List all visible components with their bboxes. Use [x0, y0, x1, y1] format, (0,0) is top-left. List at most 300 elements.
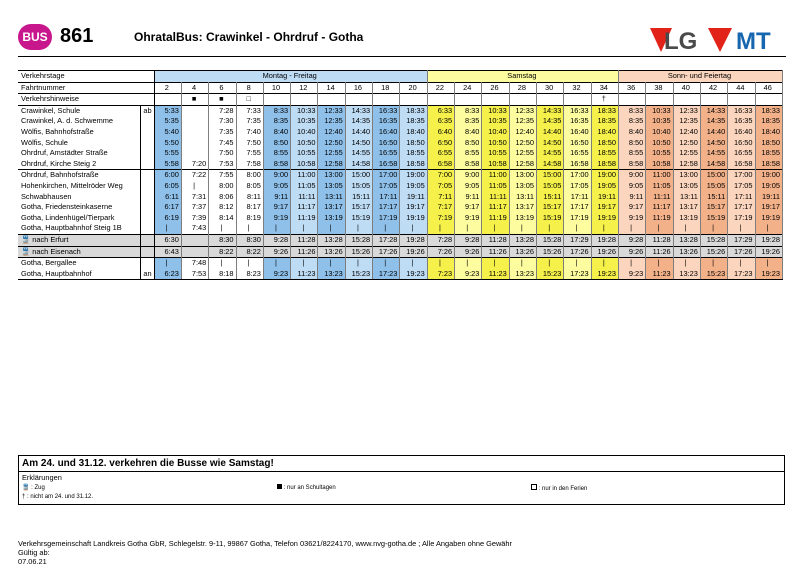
- departure-time: 13:00: [318, 170, 345, 181]
- departure-time: 18:50: [755, 138, 782, 149]
- departure-time: 13:28: [673, 234, 700, 246]
- departure-time: 14:50: [537, 138, 564, 149]
- departure-time: [181, 116, 208, 127]
- stop-name-text: nach Erfurt: [32, 234, 69, 244]
- stop-row: [18, 213, 783, 224]
- stop-direction: [140, 159, 154, 170]
- departure-time: 15:19: [537, 213, 564, 224]
- vmt-logo: [650, 22, 786, 56]
- stop-name: [18, 234, 140, 246]
- departure-time: 17:00: [564, 170, 591, 181]
- stop-name: [18, 127, 140, 138]
- stop-row: [18, 269, 783, 280]
- legend-item-school: : nur an Schultagen: [277, 484, 336, 491]
- stop-direction: [140, 213, 154, 224]
- departure-time: 6:43: [154, 246, 181, 258]
- departure-time: |: [263, 223, 290, 234]
- stop-row: [18, 148, 783, 159]
- departure-time: 7:48: [181, 258, 208, 269]
- trip-note-mark: [427, 94, 454, 106]
- departure-time: 19:11: [400, 192, 427, 203]
- stop-direction: [140, 181, 154, 192]
- departure-time: 16:33: [373, 105, 400, 116]
- departure-time: 15:28: [345, 234, 372, 246]
- departure-time: 11:17: [646, 202, 673, 213]
- stop-direction: [140, 202, 154, 213]
- departure-time: 8:33: [455, 105, 482, 116]
- departure-time: 18:40: [400, 127, 427, 138]
- departure-time: 11:19: [291, 213, 318, 224]
- departure-time: 10:35: [482, 116, 509, 127]
- departure-time: 6:40: [427, 127, 454, 138]
- trip-number: 22: [427, 82, 454, 94]
- departure-time: 7:23: [427, 269, 454, 280]
- departure-time: 7:11: [427, 192, 454, 203]
- departure-time: 9:00: [263, 170, 290, 181]
- stop-name-text: Wölfis, Schule: [21, 137, 68, 147]
- filled-square-icon: [277, 484, 282, 489]
- departure-time: 13:28: [318, 234, 345, 246]
- departure-time: 16:58: [728, 159, 755, 170]
- departure-time: 14:33: [700, 105, 727, 116]
- departure-time: 18:35: [591, 116, 618, 127]
- departure-time: 19:28: [755, 234, 782, 246]
- departure-time: 7:30: [209, 116, 236, 127]
- departure-time: 10:50: [291, 138, 318, 149]
- departure-time: 9:19: [263, 213, 290, 224]
- departure-time: 5:33: [154, 105, 181, 116]
- departure-time: 6:23: [154, 269, 181, 280]
- footer: [18, 539, 512, 566]
- departure-time: |: [373, 223, 400, 234]
- departure-time: 18:58: [755, 159, 782, 170]
- departure-time: 17:29: [564, 234, 591, 246]
- departure-time: 9:19: [618, 213, 645, 224]
- trip-note-mark: [700, 94, 727, 106]
- trip-number: 8: [236, 82, 263, 94]
- departure-time: 9:23: [263, 269, 290, 280]
- departure-time: 12:55: [673, 148, 700, 159]
- departure-time: 13:19: [318, 213, 345, 224]
- trip-note-mark: [154, 94, 181, 106]
- departure-time: 19:23: [591, 269, 618, 280]
- trip-number: 2: [154, 82, 181, 94]
- departure-time: 18:35: [400, 116, 427, 127]
- departure-time: 7:55: [209, 170, 236, 181]
- departure-time: 12:58: [673, 159, 700, 170]
- departure-time: 7:50: [236, 138, 263, 149]
- departure-time: 18:50: [400, 138, 427, 149]
- trip-note-mark: [400, 94, 427, 106]
- departure-time: 7:37: [181, 202, 208, 213]
- departure-time: 17:26: [564, 246, 591, 258]
- departure-time: 9:28: [455, 234, 482, 246]
- departure-time: 10:58: [482, 159, 509, 170]
- departure-time: 17:23: [728, 269, 755, 280]
- departure-time: 18:55: [755, 148, 782, 159]
- departure-time: 8:30: [236, 234, 263, 246]
- departure-time: 15:26: [537, 246, 564, 258]
- departure-time: |: [509, 223, 536, 234]
- departure-time: 8:33: [263, 105, 290, 116]
- departure-time: 17:17: [373, 202, 400, 213]
- stop-name-text: Gotha, Hauptbahnhof: [21, 268, 92, 278]
- departure-time: 10:55: [482, 148, 509, 159]
- departure-time: 10:58: [646, 159, 673, 170]
- departure-time: |: [209, 258, 236, 269]
- departure-time: 17:26: [728, 246, 755, 258]
- departure-time: 17:28: [373, 234, 400, 246]
- trip-number: 32: [564, 82, 591, 94]
- departure-time: 15:26: [345, 246, 372, 258]
- departure-time: 14:58: [537, 159, 564, 170]
- departure-time: |: [263, 258, 290, 269]
- departure-time: 16:40: [564, 127, 591, 138]
- departure-time: 7:26: [427, 246, 454, 258]
- stop-name-text: Ohrdruf, Bahnhofstraße: [21, 170, 99, 180]
- trip-number: 12: [291, 82, 318, 94]
- departure-time: 8:12: [209, 202, 236, 213]
- departure-time: |: [236, 258, 263, 269]
- departure-time: 15:05: [537, 181, 564, 192]
- departure-time: 13:17: [318, 202, 345, 213]
- departure-time: 11:19: [482, 213, 509, 224]
- departure-time: 11:23: [482, 269, 509, 280]
- departure-time: |: [318, 223, 345, 234]
- trip-number: 28: [509, 82, 536, 94]
- departure-time: |: [154, 223, 181, 234]
- day-group-header: Montag - Freitag: [154, 71, 427, 83]
- departure-time: 17:05: [373, 181, 400, 192]
- trip-number-row: [18, 82, 783, 94]
- notes-label: Verkehrshinweise: [18, 94, 154, 106]
- trip-number: 44: [728, 82, 755, 94]
- departure-time: 8:58: [455, 159, 482, 170]
- departure-time: 8:17: [236, 202, 263, 213]
- departure-time: 6:11: [154, 192, 181, 203]
- trip-note-mark: [345, 94, 372, 106]
- stop-name: [18, 138, 140, 149]
- departure-time: 12:58: [509, 159, 536, 170]
- departure-time: 19:28: [400, 234, 427, 246]
- departure-time: 15:23: [345, 269, 372, 280]
- departure-time: 16:55: [564, 148, 591, 159]
- departure-time: 16:50: [564, 138, 591, 149]
- departure-time: 7:55: [236, 148, 263, 159]
- departure-time: 16:58: [373, 159, 400, 170]
- departure-time: 8:40: [455, 127, 482, 138]
- departure-time: 12:50: [318, 138, 345, 149]
- departure-time: |: [700, 258, 727, 269]
- trip-number: 42: [700, 82, 727, 94]
- departure-time: 10:50: [646, 138, 673, 149]
- trip-note-mark: [482, 94, 509, 106]
- departure-time: 10:33: [291, 105, 318, 116]
- departure-time: 14:35: [700, 116, 727, 127]
- departure-time: 17:29: [728, 234, 755, 246]
- departure-time: 12:50: [673, 138, 700, 149]
- departure-time: 9:00: [618, 170, 645, 181]
- departure-time: 11:23: [291, 269, 318, 280]
- trip-note-mark: [537, 94, 564, 106]
- departure-time: 10:55: [646, 148, 673, 159]
- departure-time: 19:05: [591, 181, 618, 192]
- departure-time: 9:05: [455, 181, 482, 192]
- trip-number: 16: [345, 82, 372, 94]
- departure-time: 7:19: [427, 213, 454, 224]
- departure-time: 14:40: [537, 127, 564, 138]
- departure-time: [181, 148, 208, 159]
- departure-time: 7:28: [427, 234, 454, 246]
- departure-time: |: [455, 258, 482, 269]
- trip-note-mark: [455, 94, 482, 106]
- departure-time: 18:55: [400, 148, 427, 159]
- departure-time: 7:35: [209, 127, 236, 138]
- departure-time: 7:43: [181, 223, 208, 234]
- stop-name: [18, 213, 140, 224]
- departure-time: 15:05: [700, 181, 727, 192]
- legend-item-train: 🚆 : Zug: [22, 485, 45, 491]
- stop-name: [18, 181, 140, 192]
- departure-time: 11:00: [291, 170, 318, 181]
- departure-time: 19:23: [755, 269, 782, 280]
- stop-row: [18, 234, 783, 246]
- departure-time: 12:58: [318, 159, 345, 170]
- departure-time: |: [509, 258, 536, 269]
- notice-main: Am 24. und 31.12. verkehren die Busse wie Samstag!: [22, 458, 274, 469]
- departure-time: 19:17: [591, 202, 618, 213]
- departure-time: 19:05: [400, 181, 427, 192]
- trip-number: 4: [181, 82, 208, 94]
- departure-time: 13:11: [509, 192, 536, 203]
- notice-divider: [19, 471, 784, 472]
- departure-time: 5:50: [154, 138, 181, 149]
- departure-time: 19:17: [400, 202, 427, 213]
- departure-time: 14:35: [345, 116, 372, 127]
- stop-name-text: Wölfis, Bahnhofstraße: [21, 126, 94, 136]
- departure-time: 13:23: [673, 269, 700, 280]
- departure-time: 5:55: [154, 148, 181, 159]
- departure-time: 12:55: [318, 148, 345, 159]
- departure-time: 15:26: [700, 246, 727, 258]
- departure-time: 16:35: [373, 116, 400, 127]
- departure-time: 15:00: [700, 170, 727, 181]
- departure-time: 9:11: [263, 192, 290, 203]
- departure-time: 8:50: [263, 138, 290, 149]
- departure-time: 16:58: [564, 159, 591, 170]
- departure-time: 15:28: [537, 234, 564, 246]
- departure-time: [181, 234, 208, 246]
- departure-time: 18:55: [591, 148, 618, 159]
- stop-name-text: Gotha, Hauptbahnhof Steig 1B: [21, 223, 122, 233]
- trip-note-mark: [564, 94, 591, 106]
- departure-time: 16:35: [728, 116, 755, 127]
- departure-time: 9:28: [263, 234, 290, 246]
- departure-time: 14:58: [700, 159, 727, 170]
- departure-time: 6:05: [154, 181, 181, 192]
- departure-time: 14:40: [345, 127, 372, 138]
- departure-time: 16:35: [564, 116, 591, 127]
- departure-time: 17:17: [728, 202, 755, 213]
- departure-time: 8:50: [455, 138, 482, 149]
- departure-time: 12:33: [318, 105, 345, 116]
- departure-time: 9:00: [455, 170, 482, 181]
- departure-time: |: [673, 223, 700, 234]
- departure-time: [181, 105, 208, 116]
- departure-time: 16:50: [728, 138, 755, 149]
- days-row: [18, 71, 783, 83]
- stop-name: [18, 116, 140, 127]
- departure-time: 12:55: [509, 148, 536, 159]
- departure-time: 10:33: [646, 105, 673, 116]
- stop-row: [18, 127, 783, 138]
- departure-time: 6:55: [427, 148, 454, 159]
- trip-number: 46: [755, 82, 782, 94]
- stop-name-text: Ohrdruf, Kirche Steig 2: [21, 158, 97, 168]
- route-title: OhratalBus: Crawinkel - Ohrdruf - Gotha: [134, 30, 364, 44]
- stop-row: [18, 202, 783, 213]
- stop-name-text: Hohenkirchen, Mittelröder Weg: [21, 180, 123, 190]
- departure-time: 7:50: [209, 148, 236, 159]
- trip-note-mark: [509, 94, 536, 106]
- line-number: 861: [60, 25, 94, 47]
- departure-time: 11:19: [646, 213, 673, 224]
- departure-time: 10:35: [646, 116, 673, 127]
- departure-time: 6:17: [154, 202, 181, 213]
- departure-time: 8:58: [618, 159, 645, 170]
- departure-time: 15:05: [345, 181, 372, 192]
- days-label: Verkehrstage: [18, 71, 154, 83]
- departure-time: 9:05: [618, 181, 645, 192]
- departure-time: 11:00: [482, 170, 509, 181]
- departure-time: 8:55: [263, 148, 290, 159]
- departure-time: 7:28: [209, 105, 236, 116]
- trip-note-mark: †: [591, 94, 618, 106]
- departure-time: 17:00: [373, 170, 400, 181]
- departure-time: 15:11: [700, 192, 727, 203]
- stop-name-text: Schwabhausen: [21, 191, 72, 201]
- departure-time: 17:05: [728, 181, 755, 192]
- footer-valid-date: 07.06.21: [18, 557, 47, 566]
- departure-time: 10:50: [482, 138, 509, 149]
- departure-time: 13:26: [509, 246, 536, 258]
- departure-time: 7:00: [427, 170, 454, 181]
- trip-note-mark: ■: [181, 94, 208, 106]
- departure-time: 19:19: [755, 213, 782, 224]
- departure-time: 9:26: [263, 246, 290, 258]
- departure-time: 11:05: [646, 181, 673, 192]
- departure-time: 19:28: [591, 234, 618, 246]
- legend-item-dagger: † : nicht am 24. und 31.12.: [22, 494, 94, 500]
- stop-direction: an: [140, 269, 154, 280]
- departure-time: |: [618, 258, 645, 269]
- stop-name-text: Crawinkel, A. d. Schwemme: [21, 116, 114, 126]
- departure-time: 7:40: [236, 127, 263, 138]
- departure-time: 17:11: [564, 192, 591, 203]
- departure-time: 8:19: [236, 213, 263, 224]
- departure-time: 6:35: [427, 116, 454, 127]
- trip-number: 38: [646, 82, 673, 94]
- departure-time: 11:05: [291, 181, 318, 192]
- departure-time: 15:00: [537, 170, 564, 181]
- stop-name: [18, 246, 140, 258]
- bus-badge: BUS: [18, 24, 52, 50]
- legend-title: Erklärungen: [22, 473, 62, 482]
- stop-direction: [140, 127, 154, 138]
- header-rule: [18, 56, 786, 57]
- departure-time: |: [755, 258, 782, 269]
- departure-time: 8:50: [618, 138, 645, 149]
- departure-time: 13:19: [673, 213, 700, 224]
- departure-time: 13:05: [509, 181, 536, 192]
- stop-direction: [140, 192, 154, 203]
- departure-time: 12:35: [318, 116, 345, 127]
- departure-time: |: [236, 223, 263, 234]
- departure-time: |: [564, 223, 591, 234]
- departure-time: 14:55: [537, 148, 564, 159]
- departure-time: 17:19: [373, 213, 400, 224]
- stop-name: [18, 148, 140, 159]
- departure-time: 10:40: [291, 127, 318, 138]
- departure-time: 17:11: [373, 192, 400, 203]
- stop-name: [18, 105, 140, 116]
- departure-time: 6:58: [427, 159, 454, 170]
- departure-time: 16:40: [373, 127, 400, 138]
- departure-time: 10:33: [482, 105, 509, 116]
- departure-time: 15:23: [537, 269, 564, 280]
- departure-time: 7:53: [181, 269, 208, 280]
- departure-time: 15:19: [700, 213, 727, 224]
- departure-time: 13:05: [318, 181, 345, 192]
- departure-time: 17:23: [564, 269, 591, 280]
- departure-time: 6:30: [154, 234, 181, 246]
- departure-time: |: [537, 258, 564, 269]
- departure-time: |: [400, 258, 427, 269]
- departure-time: |: [564, 258, 591, 269]
- departure-time: |: [181, 181, 208, 192]
- departure-time: 18:35: [755, 116, 782, 127]
- departure-time: 9:11: [455, 192, 482, 203]
- departure-time: 14:50: [345, 138, 372, 149]
- day-group-header: Sonn- und Feiertag: [618, 71, 782, 83]
- departure-time: 9:26: [618, 246, 645, 258]
- departure-time: 15:17: [345, 202, 372, 213]
- departure-time: 11:11: [291, 192, 318, 203]
- departure-time: 8:58: [263, 159, 290, 170]
- departure-time: 8:00: [236, 170, 263, 181]
- departure-time: 13:11: [673, 192, 700, 203]
- trip-number: 24: [455, 82, 482, 94]
- departure-time: 8:06: [209, 192, 236, 203]
- train-icon: 🚆: [22, 485, 30, 491]
- departure-time: 13:26: [673, 246, 700, 258]
- departure-time: 14:33: [537, 105, 564, 116]
- stop-name-text: Crawinkel, Schule: [21, 105, 81, 115]
- departure-time: 18:33: [400, 105, 427, 116]
- departure-time: 15:11: [537, 192, 564, 203]
- departure-time: 12:33: [509, 105, 536, 116]
- stop-direction: [140, 138, 154, 149]
- trip-number: 14: [318, 82, 345, 94]
- trip-number: 6: [209, 82, 236, 94]
- trip-note-mark: [373, 94, 400, 106]
- departure-time: 9:19: [455, 213, 482, 224]
- stop-row: [18, 138, 783, 149]
- departure-time: 18:58: [591, 159, 618, 170]
- trip-note-mark: □: [236, 94, 263, 106]
- departure-time: 19:00: [400, 170, 427, 181]
- departure-time: 18:33: [755, 105, 782, 116]
